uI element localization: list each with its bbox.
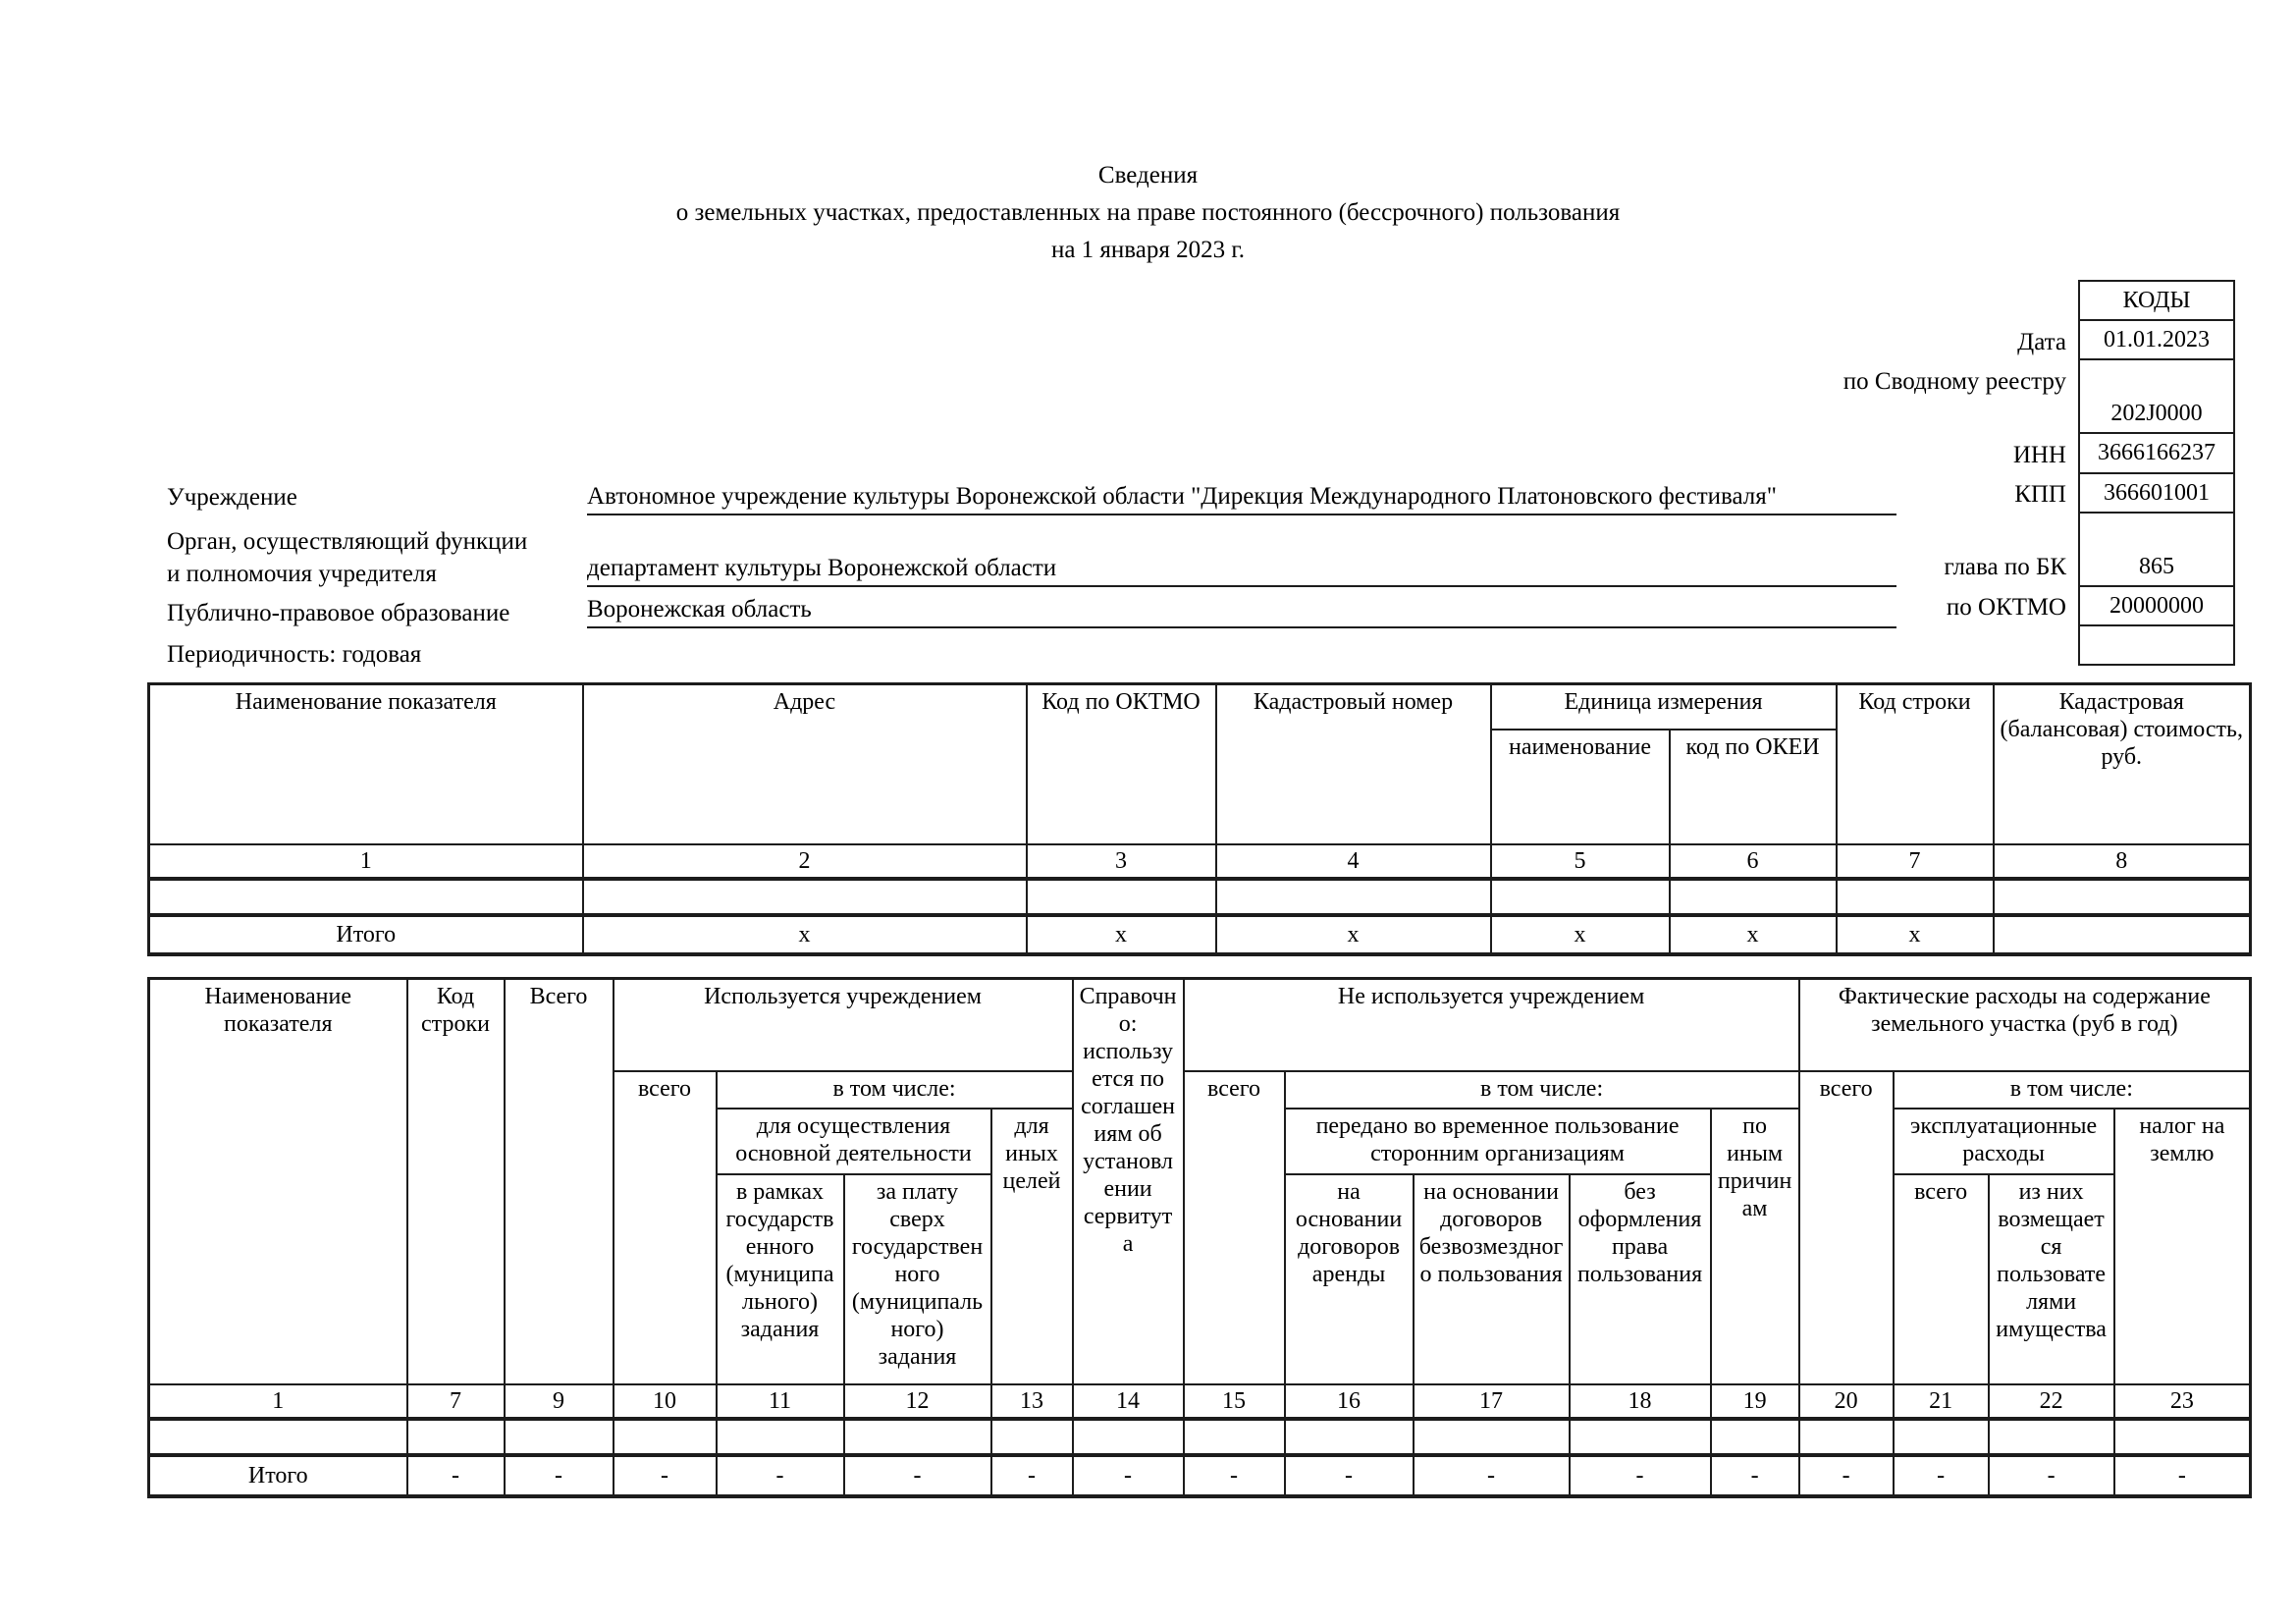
bk-chapter-value: 865	[2080, 514, 2233, 587]
title-line-1: Сведения	[1097, 162, 1199, 189]
t2-total-21: -	[1894, 1455, 1989, 1496]
t2-total-11: -	[717, 1455, 844, 1496]
document-title	[0, 157, 2296, 269]
t2-total-row	[149, 1455, 2251, 1496]
t2-colnum-18: 18	[1570, 1384, 1711, 1419]
t2-expenses-operational: эксплуатационные расходы	[1894, 1109, 2114, 1174]
kpp-value: 366601001	[2080, 474, 2233, 514]
t1-colnum-7: 7	[1837, 844, 1994, 879]
t2-colnum-21: 21	[1894, 1384, 1989, 1419]
t1-colnum-4: 4	[1216, 844, 1491, 879]
periodicity-label: Периодичность: годовая	[167, 641, 422, 668]
t2-group-unused: Не используется учреждением	[1184, 979, 1799, 1071]
t2-total-20: -	[1799, 1455, 1894, 1496]
bk-chapter-label: глава по БК	[1944, 554, 2066, 580]
t1-col-unit-name: наименование	[1491, 730, 1670, 844]
t2-total-9: -	[505, 1455, 614, 1496]
founder-label-line-1: Орган, осуществляющий функции	[167, 528, 528, 555]
t2-unused-other-reasons: по иным причинам	[1711, 1109, 1799, 1384]
t2-col-easement: Справочно: используется по соглашениям об установлении сервитута	[1073, 979, 1184, 1384]
t2-total-16: -	[1285, 1455, 1414, 1496]
t2-colnum-16: 16	[1285, 1384, 1414, 1419]
t1-total-label: Итого	[149, 915, 583, 954]
t1-col-line-code: Код строки	[1837, 684, 1994, 844]
t2-total-23: -	[2114, 1455, 2251, 1496]
t2-colnum-22: 22	[1989, 1384, 2114, 1419]
t1-col-unit-okei: код по ОКЕИ	[1670, 730, 1837, 844]
t2-colnum-10: 10	[614, 1384, 717, 1419]
t2-colnum-1: 1	[149, 1384, 407, 1419]
founder-label	[167, 525, 638, 590]
t1-col-cadastral-number: Кадастровый номер	[1216, 684, 1491, 844]
inn-value: 3666166237	[2080, 434, 2233, 474]
t2-total-22: -	[1989, 1455, 2114, 1496]
oktmo-value: 20000000	[2080, 587, 2233, 626]
t2-colnum-13: 13	[991, 1384, 1073, 1419]
t2-expenses-total: всего	[1799, 1071, 1894, 1384]
t2-colnum-14: 14	[1073, 1384, 1184, 1419]
t2-total-7: -	[407, 1455, 505, 1496]
t2-number-row	[149, 1384, 2251, 1419]
t2-used-core: для осуществления основной деятельности	[717, 1109, 991, 1174]
t1-col-unit-group: Единица измерения	[1491, 684, 1837, 730]
t1-number-row	[149, 844, 2251, 879]
t2-used-core-paid: за плату сверх государственного (муниципального) задания	[844, 1174, 991, 1384]
t2-colnum-11: 11	[717, 1384, 844, 1419]
t2-expenses-operational-total: всего	[1894, 1174, 1989, 1384]
t2-total-14: -	[1073, 1455, 1184, 1496]
institution-value: Автономное учреждение культуры Воронежской области "Дирекция Международного Платоновского фестиваля"	[587, 478, 1896, 515]
date-label: Дата	[2017, 329, 2066, 355]
institution-label: Учреждение	[167, 484, 297, 511]
t1-total-2: х	[583, 915, 1027, 954]
t2-used-incl: в том числе:	[717, 1071, 1073, 1109]
t2-used-other-purposes: для иных целей	[991, 1109, 1073, 1384]
founder-label-line-2: и полномочия учредителя	[167, 561, 437, 587]
t2-unused-total: всего	[1184, 1071, 1285, 1384]
date-value: 01.01.2023	[2080, 321, 2233, 360]
t2-expenses-operational-reimbursed: из них возмещается пользователями имущества	[1989, 1174, 2114, 1384]
t1-col-name: Наименование показателя	[149, 684, 583, 844]
registry-value: 202J0000	[2080, 360, 2233, 434]
codes-empty-cell	[2080, 626, 2233, 664]
public-entity-value: Воронежская область	[587, 591, 1896, 628]
t1-col-address: Адрес	[583, 684, 1027, 844]
t1-empty-row	[149, 879, 2251, 915]
t1-total-5: х	[1491, 915, 1670, 954]
t2-colnum-20: 20	[1799, 1384, 1894, 1419]
codes-header: КОДЫ	[2080, 282, 2233, 321]
t1-total-row	[149, 915, 2251, 954]
t1-colnum-1: 1	[149, 844, 583, 879]
t1-total-6: х	[1670, 915, 1837, 954]
t2-total-label: Итого	[149, 1455, 407, 1496]
t1-total-8	[1994, 915, 2251, 954]
codes-box	[2078, 280, 2235, 666]
t1-colnum-5: 5	[1491, 844, 1670, 879]
t2-total-19: -	[1711, 1455, 1799, 1496]
t2-group-used: Используется учреждением	[614, 979, 1073, 1071]
usage-expenses-table	[147, 977, 2252, 1498]
t2-expenses-incl: в том числе:	[1894, 1071, 2251, 1109]
t2-colnum-7: 7	[407, 1384, 505, 1419]
t2-col-line-code: Код строки	[407, 979, 505, 1384]
t2-col-name: Наименование показателя	[149, 979, 407, 1384]
land-parcels-table	[147, 682, 2252, 956]
t2-colnum-15: 15	[1184, 1384, 1285, 1419]
t1-colnum-2: 2	[583, 844, 1027, 879]
t1-total-4: х	[1216, 915, 1491, 954]
t2-unused-incl: в том числе:	[1285, 1071, 1799, 1109]
t2-group-expenses: Фактические расходы на содержание земельного участка (руб в год)	[1799, 979, 2251, 1071]
oktmo-label: по ОКТМО	[1946, 594, 2066, 621]
t2-colnum-9: 9	[505, 1384, 614, 1419]
t2-total-15: -	[1184, 1455, 1285, 1496]
t2-used-core-task: в рамках государственного (муниципального) задания	[717, 1174, 844, 1384]
t2-col-total: Всего	[505, 979, 614, 1384]
registry-label: по Сводному реестру	[1842, 368, 2066, 395]
t1-total-7: х	[1837, 915, 1994, 954]
public-entity-label: Публично-правовое образование	[167, 600, 510, 626]
t1-col-cadastral-value: Кадастровая (балансовая) стоимость, руб.	[1994, 684, 2251, 844]
title-line-2: о земельных участках, предоставленных на праве постоянного (бессрочного) пользования	[675, 199, 1621, 226]
kpp-label: КПП	[2014, 481, 2066, 508]
inn-label: ИНН	[2012, 442, 2066, 468]
title-line-3: на 1 января 2023 г.	[1050, 237, 1246, 263]
t2-unused-gratuitous: на основании договоров безвозмездного пользования	[1414, 1174, 1570, 1384]
t1-colnum-6: 6	[1670, 844, 1837, 879]
t2-empty-cell	[149, 1419, 407, 1455]
founder-value: департамент культуры Воронежской области	[587, 550, 1896, 587]
t2-total-13: -	[991, 1455, 1073, 1496]
t1-colnum-3: 3	[1027, 844, 1216, 879]
t2-unused-unregistered: без оформления права пользования	[1570, 1174, 1711, 1384]
t2-total-12: -	[844, 1455, 991, 1496]
t1-empty-cell	[149, 879, 583, 915]
t2-colnum-17: 17	[1414, 1384, 1570, 1419]
t2-colnum-12: 12	[844, 1384, 991, 1419]
t2-colnum-23: 23	[2114, 1384, 2251, 1419]
t2-colnum-19: 19	[1711, 1384, 1799, 1419]
t2-used-total: всего	[614, 1071, 717, 1384]
t2-unused-transferred: передано во временное пользование сторонним организациям	[1285, 1109, 1711, 1174]
t2-empty-row	[149, 1419, 2251, 1455]
t2-expenses-land-tax: налог на землю	[2114, 1109, 2251, 1384]
t2-total-10: -	[614, 1455, 717, 1496]
t2-total-17: -	[1414, 1455, 1570, 1496]
t1-colnum-8: 8	[1994, 844, 2251, 879]
t2-unused-lease: на основании договоров аренды	[1285, 1174, 1414, 1384]
t1-total-3: х	[1027, 915, 1216, 954]
t2-total-18: -	[1570, 1455, 1711, 1496]
t1-col-oktmo: Код по ОКТМО	[1027, 684, 1216, 844]
